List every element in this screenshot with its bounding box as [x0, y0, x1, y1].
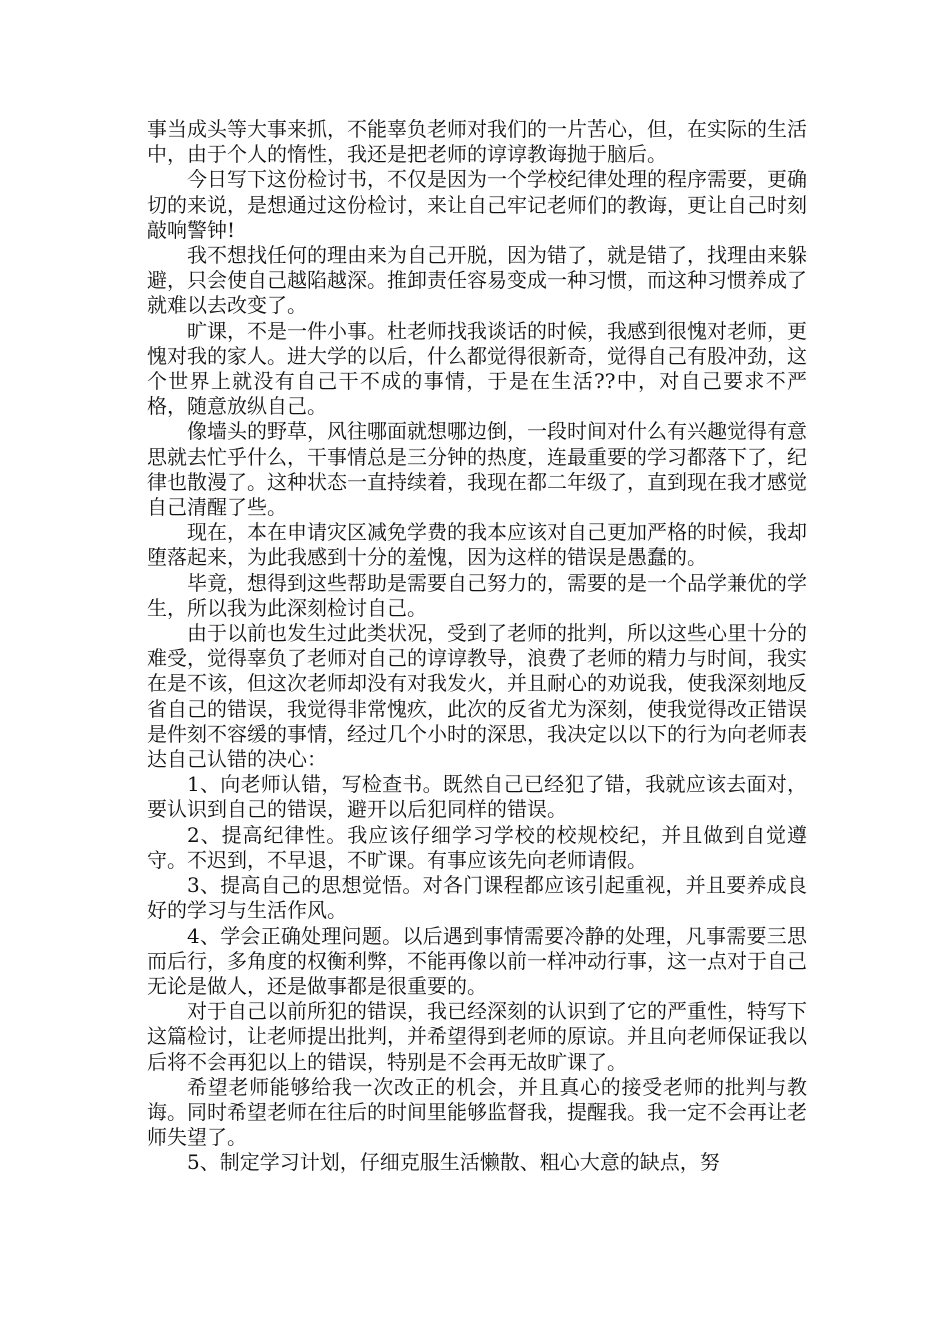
paragraph-8: 由于以前也发生过此类状况，受到了老师的批判，所以这些心里十分的难受，觉得辜负了老师对自己的谆谆教导，浪费了老师的精力与时间，我实在是不该，但这次老师却没有对我发火，并且耐心的劝说我，使我深刻地反省自己的错误，我觉得非常愧疚，此次的反省尤为深刻，使我觉得改正错误是件刻不容缓的事情，经过几个小时的深思，我决定以以下的行为向老师表达自己认错的决心： — [147, 621, 807, 772]
paragraph-5: 像墙头的野草，风往哪面就想哪边倒，一段时间对什么有兴趣觉得有意思就去忙乎什么，干事情总是三分钟的热度，连最重要的学习都落下了，纪律也散漫了。这种状态一直持续着，我现在都二年级了，直到现在我才感觉自己清醒了些。 — [147, 419, 807, 520]
paragraph-6: 现在，本在申请灾区减免学费的我本应该对自己更加严格的时候，我却堕落起来，为此我感到十分的羞愧，因为这样的错误是愚蠢的。 — [147, 520, 807, 570]
list-item-5: 5、制定学习计划，仔细克服生活懒散、粗心大意的缺点，努 — [187, 1150, 720, 1175]
paragraph-4: 旷课，不是一件小事。杜老师找我谈话的时候，我感到很愧对老师，更愧对我的家人。进大学的以后，什么都觉得很新奇，觉得自己有股冲劲，这个世界上就没有自己干不成的事情，于是在生活??中，对自己要求不严格，随意放纵自己。 — [147, 318, 807, 419]
paragraph-3: 我不想找任何的理由来为自己开脱，因为错了，就是错了，找理由来躲避，只会使自己越陷越深。推卸责任容易变成一种习惯，而这种习惯养成了就难以去改变了。 — [147, 243, 807, 318]
paragraph-10: 希望老师能够给我一次改正的机会，并且真心的接受老师的批判与教诲。同时希望老师在往后的时间里能够监督我，提醒我。我一定不会再让老师失望了。 — [147, 1074, 807, 1150]
document-body — [147, 117, 807, 1176]
list-item-1: 1、向老师认错，写检查书。既然自己已经犯了错，我就应该去面对，要认识到自己的错误，避开以后犯同样的错误。 — [147, 772, 807, 822]
paragraph-9: 对于自己以前所犯的错误，我已经深刻的认识到了它的严重性，特写下这篇检讨，让老师提出批判，并希望得到老师的原谅。并且向老师保证我以后将不会再犯以上的错误，特别是不会再无故旷课了。 — [147, 999, 807, 1074]
list-item-4: 4、学会正确处理问题。以后遇到事情需要冷静的处理，凡事需要三思而后行，多角度的权衡利弊，不能再像以前一样冲动行事，这一点对于自己无论是做人，还是做事都是很重要的。 — [147, 923, 807, 998]
paragraph-1: 事当成头等大事来抓，不能辜负老师对我们的一片苦心，但，在实际的生活中，由于个人的惰性，我还是把老师的谆谆教诲抛于脑后。 — [147, 117, 807, 167]
list-item-2: 2、提高纪律性。我应该仔细学习学校的校规校纪，并且做到自觉遵守。不迟到，不早退，不旷课。有事应该先向老师请假。 — [147, 822, 807, 872]
paragraph-2: 今日写下这份检讨书，不仅是因为一个学校纪律处理的程序需要，更确切的来说，是想通过这份检讨，来让自己牢记老师们的教诲，更让自己时刻敲响警钟! — [147, 167, 807, 242]
list-item-3: 3、提高自己的思想觉悟。对各门课程都应该引起重视，并且要养成良好的学习与生活作风。 — [147, 873, 807, 923]
paragraph-7: 毕竟，想得到这些帮助是需要自己努力的，需要的是一个品学兼优的学生，所以我为此深刻检讨自己。 — [147, 570, 807, 620]
